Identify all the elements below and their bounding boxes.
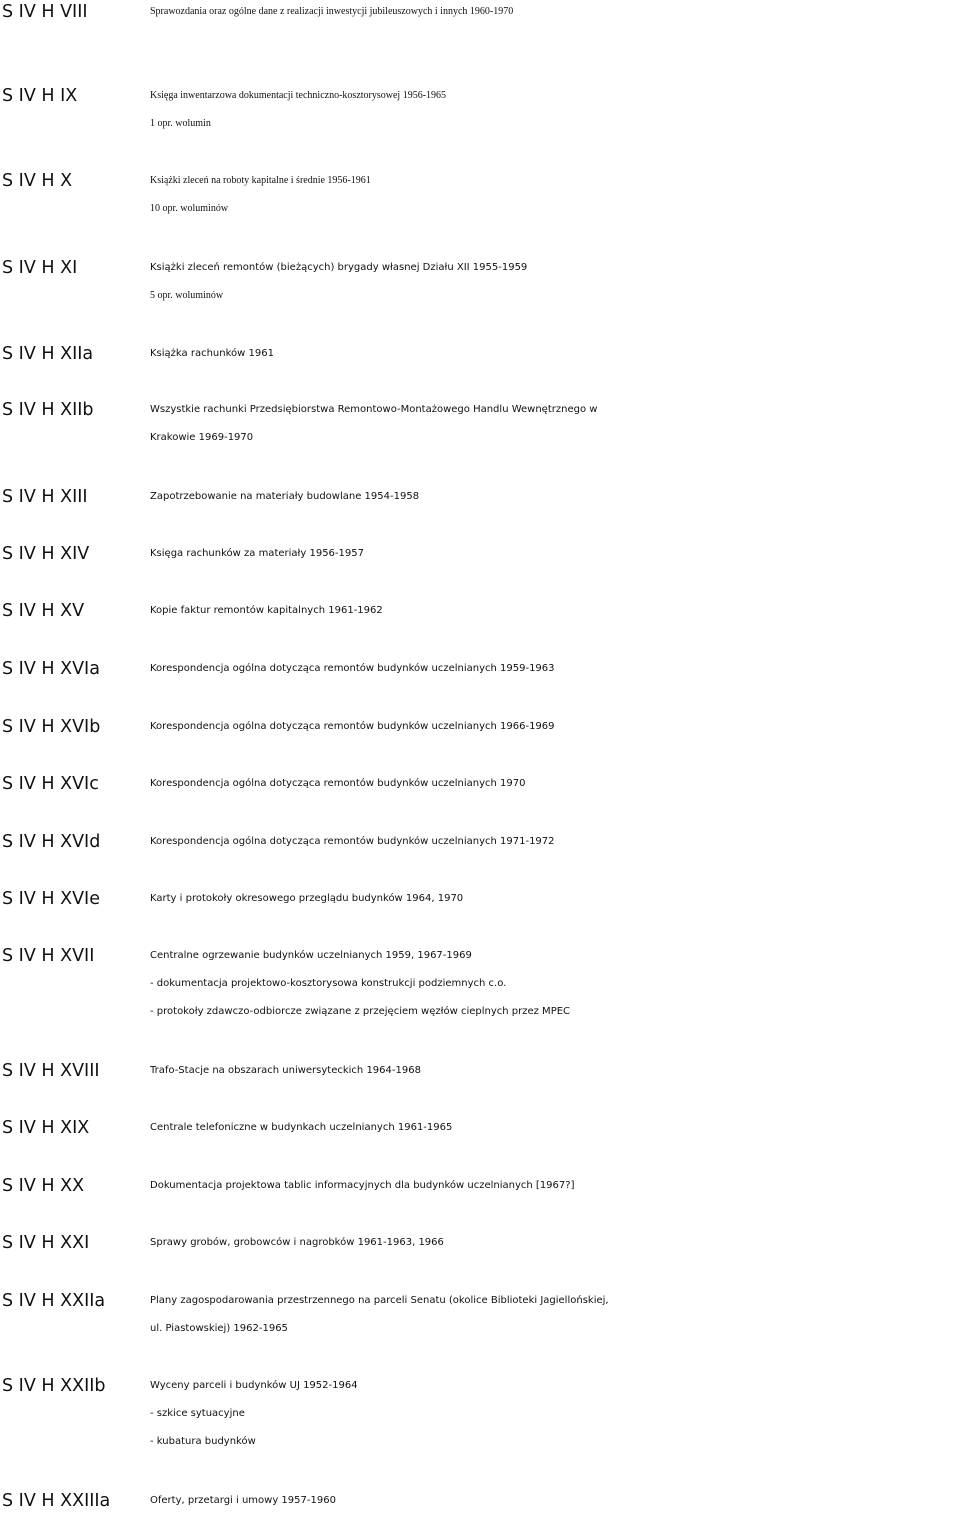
description-line: Kopie faktur remontów kapitalnych 1961-1962 <box>150 605 383 616</box>
entry-signature: S IV H XVIc <box>2 774 99 794</box>
entry-signature: S IV H XIIa <box>2 344 94 364</box>
description-line: - dokumentacja projektowo-kosztorysowa konstrukcji podziemnych c.o. <box>150 978 507 989</box>
entry-signature: S IV H XXIIa <box>2 1291 106 1311</box>
entry-signature: S IV H IX <box>2 86 78 106</box>
description-line: Wyceny parceli i budynków UJ 1952-1964 <box>150 1380 358 1391</box>
description-line: Krakowie 1969-1970 <box>150 432 254 443</box>
entry-description <box>150 713 960 741</box>
entry-signature: S IV H XVId <box>2 832 101 852</box>
entry-signature: S IV H XV <box>2 601 85 621</box>
description-line: Korespondencja ogólna dotycząca remontów budynków uczelnianych 1966-1969 <box>150 721 555 732</box>
description-line: Sprawozdania oraz ogólne dane z realizacji inwestycji jubileuszowych i innych 1960-1970 <box>150 6 514 17</box>
entry-signature: S IV H XVIa <box>2 659 100 679</box>
entry-description <box>150 885 960 913</box>
entry-description <box>150 254 960 310</box>
description-line: - protokoły zdawczo-odbiorcze związane z przejęciem węzłów cieplnych przez MPEC <box>150 1006 571 1017</box>
description-line: 5 opr. woluminów <box>150 290 224 301</box>
entry-description <box>150 942 960 1026</box>
description-line: Książka rachunków 1961 <box>150 348 274 359</box>
description-line: Zapotrzebowanie na materiały budowlane 1954-1958 <box>150 491 420 502</box>
entry-description <box>150 597 960 625</box>
description-line: Dokumentacja projektowa tablic informacyjnych dla budynków uczelnianych [1967?] <box>150 1180 575 1191</box>
description-line: Książki zleceń remontów (bieżących) brygady własnej Działu XII 1955-1959 <box>150 262 528 273</box>
entry-description <box>150 340 960 368</box>
description-line: Wszystkie rachunki Przedsiębiorstwa Remontowo-Montażowego Handlu Wewnętrznego w <box>150 404 598 415</box>
description-line: Centrale telefoniczne w budynkach uczelnianych 1961-1965 <box>150 1122 453 1133</box>
entry-signature: S IV H XVIb <box>2 717 101 737</box>
entry-signature: S IV H XVII <box>2 946 95 966</box>
description-line: Centralne ogrzewanie budynków uczelnianych 1959, 1967-1969 <box>150 950 472 961</box>
entry-signature: S IV H XIIb <box>2 400 94 420</box>
description-line: 10 opr. woluminów <box>150 203 229 214</box>
entry-description <box>150 396 960 452</box>
entry-signature: S IV H XVIII <box>2 1061 100 1081</box>
entry-signature: S IV H XVIe <box>2 889 100 909</box>
entry-description <box>150 1372 960 1456</box>
description-line: Sprawy grobów, grobowców i nagrobków 1961-1963, 1966 <box>150 1237 444 1248</box>
description-line: Księga inwentarzowa dokumentacji techniczno-kosztorysowej 1956-1965 <box>150 90 447 101</box>
entry-description <box>150 483 960 511</box>
entry-description <box>150 1114 960 1142</box>
description-line: Karty i protokoły okresowego przeglądu budynków 1964, 1970 <box>150 893 464 904</box>
description-line: ul. Piastowskiej) 1962-1965 <box>150 1323 288 1334</box>
description-line: Trafo-Stacje na obszarach uniwersyteckich 1964-1968 <box>150 1065 421 1076</box>
entry-signature: S IV H XIII <box>2 487 88 507</box>
description-line: 1 opr. wolumin <box>150 118 211 129</box>
entry-description <box>150 1172 960 1200</box>
entry-signature: S IV H XX <box>2 1176 85 1196</box>
entry-description <box>150 1487 960 1515</box>
description-line: Plany zagospodarowania przestrzennego na parceli Senatu (okolice Biblioteki Jagiellońskiej, <box>150 1295 609 1306</box>
description-line: Korespondencja ogólna dotycząca remontów budynków uczelnianych 1959-1963 <box>150 663 555 674</box>
entry-description <box>150 770 960 798</box>
entry-description <box>150 540 960 568</box>
description-line: Oferty, przetargi i umowy 1957-1960 <box>150 1495 336 1506</box>
entry-signature: S IV H VIII <box>2 2 88 22</box>
description-line: - kubatura budynków <box>150 1436 256 1447</box>
description-line: Korespondencja ogólna dotycząca remontów budynków uczelnianych 1970 <box>150 778 526 789</box>
entry-description <box>150 1287 960 1343</box>
entry-signature: S IV H XIX <box>2 1118 90 1138</box>
entry-signature: S IV H XIV <box>2 544 90 564</box>
entry-description <box>150 655 960 683</box>
entry-description <box>150 82 960 138</box>
description-line: Korespondencja ogólna dotycząca remontów budynków uczelnianych 1971-1972 <box>150 836 555 847</box>
entry-description <box>150 167 960 223</box>
entry-description <box>150 1057 960 1085</box>
entry-description <box>150 1229 960 1257</box>
entry-signature: S IV H XXI <box>2 1233 90 1253</box>
entry-description <box>150 0 960 26</box>
entry-signature: S IV H XXIIIa <box>2 1491 111 1511</box>
entry-signature: S IV H X <box>2 171 73 191</box>
entry-signature: S IV H XXIIb <box>2 1376 106 1396</box>
entry-signature: S IV H XI <box>2 258 78 278</box>
description-line: Księga rachunków za materiały 1956-1957 <box>150 548 364 559</box>
description-line: - szkice sytuacyjne <box>150 1408 245 1419</box>
entry-description <box>150 828 960 856</box>
description-line: Książki zleceń na roboty kapitalne i średnie 1956-1961 <box>150 175 371 186</box>
